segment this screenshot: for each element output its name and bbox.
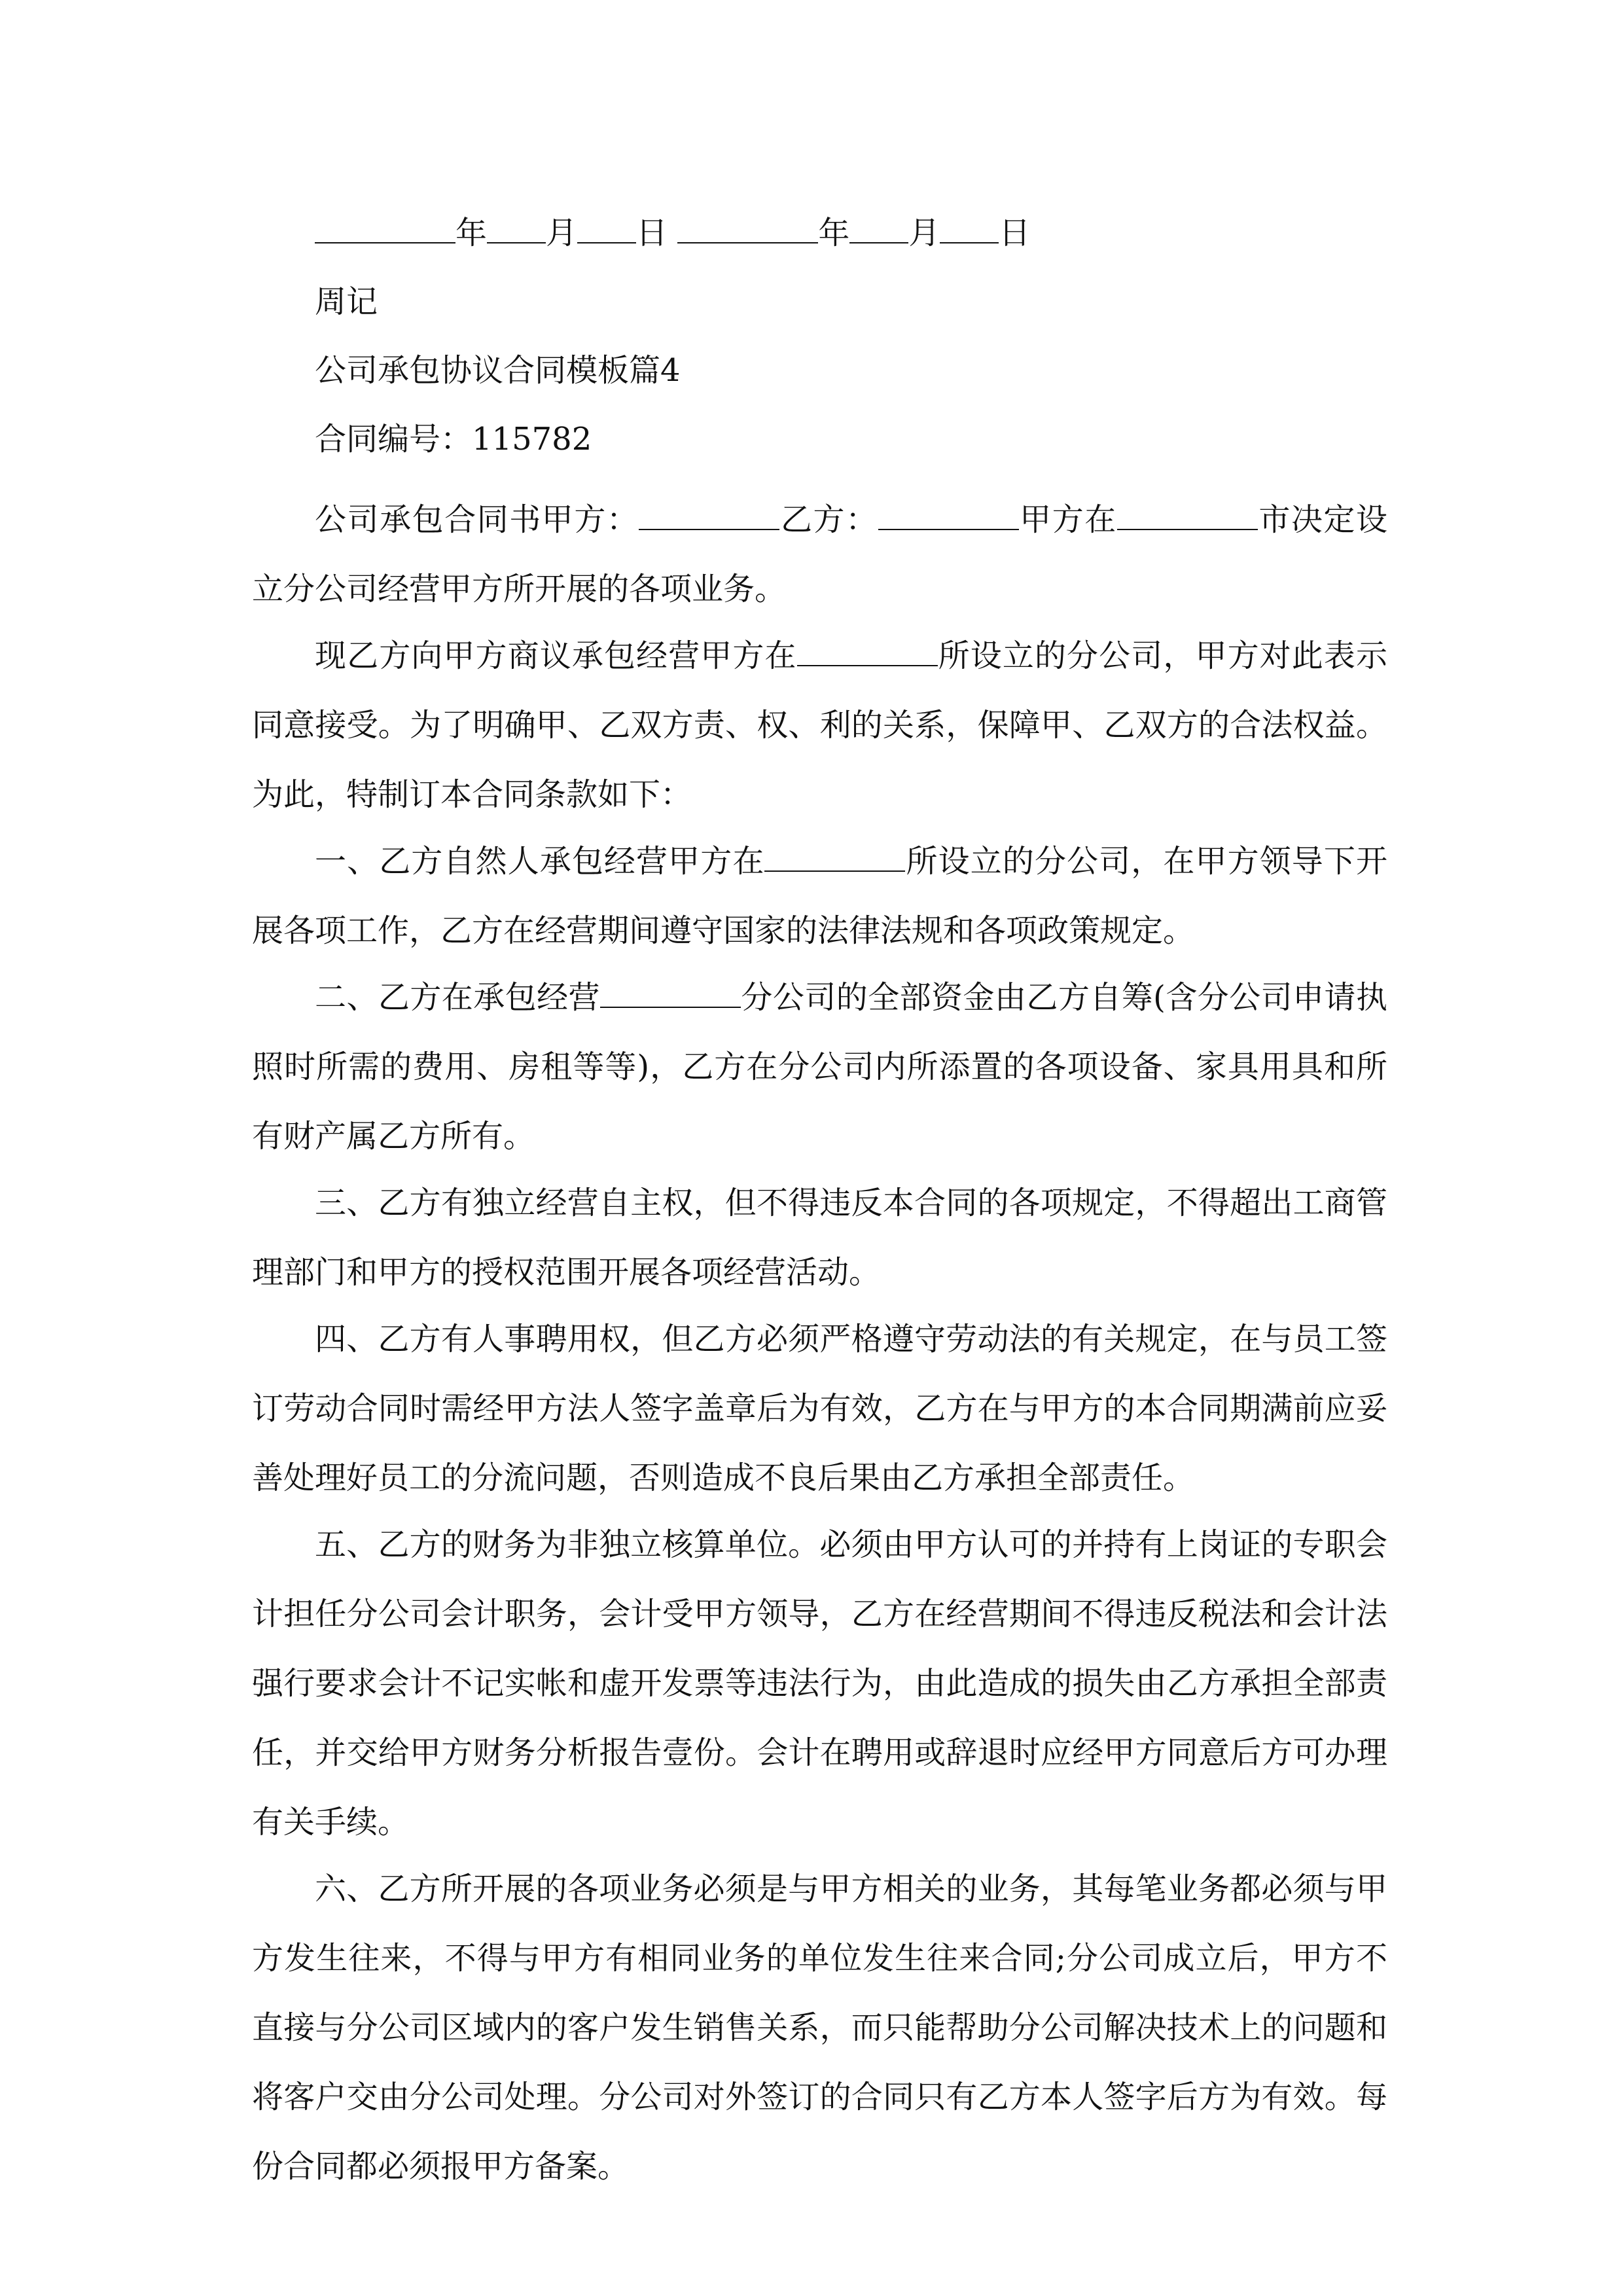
intro-party-a-label: 公司承包合同书甲方： — [315, 501, 639, 538]
clause-1 — [252, 827, 1387, 965]
document-title: 公司承包协议合同模板篇4 — [315, 352, 681, 389]
blank-day-2[interactable] — [940, 208, 999, 243]
blank-party-a[interactable] — [639, 495, 779, 530]
clause-3: 三、乙方有独立经营自主权，但不得违反本合同的各项规定，不得超出工商管理部门和甲方的授权范围开展各项经营活动。 — [252, 1185, 1387, 1291]
intro-location-label: 甲方在 — [1018, 501, 1117, 538]
blank-year-1[interactable] — [315, 208, 455, 243]
weekday-note: 周记 — [315, 283, 378, 320]
blank-branch-name[interactable] — [600, 973, 741, 1008]
intro-text: 市决定设立分公司经营甲方所开展的各项业务。 — [252, 501, 1387, 607]
clause-2-text-b: 分公司的全部资金由乙方自筹(含分公司申请执照时所需的费用、房租等等)，乙方在分公司内所添置的各项设备、家具用具和所有财产属乙方所有。 — [252, 979, 1387, 1155]
label-month-1: 月 — [546, 215, 578, 251]
clause-4: 四、乙方有人事聘用权，但乙方必须严格遵守劳动法的有关规定，在与员工签订劳动合同时需经甲方法人签字盖章后为有效，乙方在与甲方的本合同期满前应妥善处理好员工的分流问题，否则造成不良后果由乙方承担全部责任。 — [252, 1321, 1387, 1496]
contract-number-label: 合同编号： — [315, 421, 473, 457]
contract-number-value: 115782 — [472, 421, 592, 457]
clause-2 — [252, 963, 1387, 1171]
blank-branch-location-2[interactable] — [764, 836, 905, 872]
clause-5: 五、乙方的财务为非独立核算单位。必须由甲方认可的并持有上岗证的专职会计担任分公司会计职务，会计受甲方领导，乙方在经营期间不得违反税法和会计法强行要求会计不记实帐和虚开发票等违法行为，由此造成的损失由乙方承担全部责任，并交给甲方财务分析报告壹份。会计在聘用或辞退时应经甲方同意后方可办理有关手续。 — [252, 1526, 1387, 1840]
document-body — [252, 208, 1387, 2198]
label-day-2: 日 — [999, 215, 1031, 251]
contract-number — [252, 416, 1387, 462]
blank-day-1[interactable] — [577, 208, 636, 243]
blank-city[interactable] — [1117, 495, 1258, 530]
consult-text-b: 所设立的分公司，甲方对此表示同意接受。为了明确甲、乙双方责、权、利的关系，保障甲、乙双方的合法权益。为此，特制订本合同条款如下： — [252, 637, 1387, 813]
clause-1-text-b: 所设立的分公司，在甲方领导下开展各项工作，乙方在经营期间遵守国家的法律法规和各项政策规定。 — [252, 843, 1387, 949]
clause-1-text-a: 一、乙方自然人承包经营甲方在 — [315, 843, 765, 880]
consult-text-a: 现乙方向甲方商议承包经营甲方在 — [315, 637, 797, 674]
label-day-1: 日 — [636, 215, 668, 251]
consult-paragraph — [252, 621, 1387, 829]
intro-paragraph — [252, 485, 1387, 624]
date-line — [252, 208, 1387, 256]
blank-month-1[interactable] — [487, 208, 546, 243]
clause-6: 六、乙方所开展的各项业务必须是与甲方相关的业务，其每笔业务都必须与甲方发生往来，不得与甲方有相同业务的单位发生往来合同;分公司成立后，甲方不直接与分公司区域内的客户发生销售关系，而只能帮助分公司解决技术上的问题和将客户交由分公司处理。分公司对外签订的合同只有乙方本人签字后方为有效。每份合同都必须报甲方备案。 — [252, 1871, 1387, 2185]
label-month-2: 月 — [908, 215, 940, 251]
blank-branch-location-1[interactable] — [797, 631, 938, 666]
blank-party-b[interactable] — [878, 495, 1019, 530]
clause-2-text-a: 二、乙方在承包经营 — [315, 979, 600, 1016]
label-year-2: 年 — [818, 215, 850, 251]
intro-party-b-label: 乙方： — [779, 501, 878, 538]
blank-year-2[interactable] — [677, 208, 818, 243]
label-year-1: 年 — [455, 215, 488, 251]
blank-month-2[interactable] — [849, 208, 908, 243]
